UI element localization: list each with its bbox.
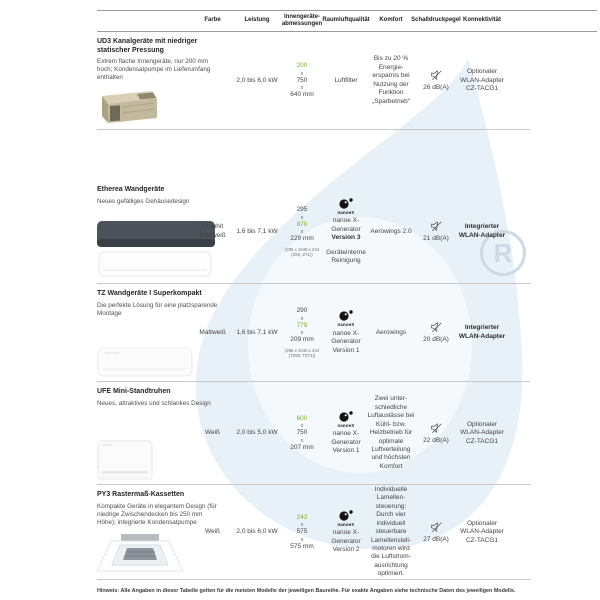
dim-separator: x [300,330,304,337]
schalldruck-cell [415,32,457,130]
speaker-mute-icon [430,521,443,534]
dim-width: 779 [296,321,308,329]
konnekt-value: Optionaler WLAN-Adapter CZ-TACG1 [460,68,504,92]
dimensions-footnote: (295 x 1048 x 244 (Z50, Z71)) [284,246,320,257]
product-image-py3-cassette [97,531,183,575]
abmessungen-cell [279,180,325,284]
raumluft-cell [325,180,367,284]
dim-depth: 209 mm [290,336,314,344]
nanoe-wordmark: nanoeX [337,322,355,328]
konnekt-value: Optionaler WLAN-Adapter CZ-TACG1 [460,420,504,445]
konnekt-value: Integrierter WLAN-Adapter [458,324,506,340]
konnektivitaet-cell [457,180,507,284]
dim-height: 600 [296,414,308,422]
leistung-value: 1,6 bis 7,1 kW [236,328,278,336]
column-header-komfort: Komfort [379,17,403,24]
komfort-cell [367,485,415,580]
leistung-cell [235,382,279,485]
dim-depth: 229 mm [290,235,314,243]
product-title: TZ Wandgeräte I Superkompakt [97,289,202,297]
dim-height: 243 [296,513,308,521]
dim-separator: x [300,437,304,444]
speaker-mute-icon [430,422,443,435]
dim-height: 200 [296,62,308,70]
product-row-ufe [97,382,597,485]
column-header-schalldruckpegel: Schalldruckpegel [411,17,461,24]
abmessungen-cell [279,382,325,485]
dim-separator: x [300,536,304,543]
raumluft-label: nanoe X-Generator [331,529,361,545]
product-info-cell [97,180,190,284]
abmessungen-cell [279,485,325,580]
raumluft-label: nanoe X-Generator [331,430,361,446]
product-row-py3 [97,485,597,580]
dim-depth: 640 mm [290,91,314,99]
product-row-ud3 [97,32,597,130]
farbe-value: Weiß [204,429,221,437]
speaker-mute-icon [430,69,443,82]
raumluft-version: Version 1 [332,346,360,354]
column-header-empty [97,14,190,28]
dim-width: 750 [296,76,308,84]
raumluft-extra: Geräteinterne Reinigung [326,248,366,265]
dim-separator: x [300,214,304,221]
komfort-cell [367,382,415,485]
product-title: Etherea Wandgeräte [97,185,165,193]
komfort-value: Aerowings 2.0 [370,227,412,235]
dim-depth: 575 mm [290,542,314,550]
konnekt-value: Integrierter WLAN-Adapter [458,223,506,239]
schall-value: 22 dB(A) [423,436,449,444]
column-header-farbe: Farbe [204,17,221,24]
product-row-tz [97,284,597,382]
column-header-raumluftqualitaet: Raumluftqualität [322,17,370,24]
speaker-mute-icon [430,321,443,334]
product-row-etherea [97,130,597,284]
konnektivitaet-cell [457,284,507,382]
schall-value: 21 dB(A) [423,235,449,243]
raumluft-label: nanoe X-Generator [331,329,361,346]
konnekt-value: Optionaler WLAN-Adapter CZ-TACG1 [460,519,504,544]
nanoe-x-icon [338,510,354,521]
product-comparison-table [97,10,597,595]
farbe-cell [190,180,235,284]
table-header [97,10,597,32]
product-description: Neues gefälliges Gehäusedesign [97,197,190,205]
dim-separator: x [300,229,304,236]
leistung-cell [235,485,279,580]
schalldruck-cell [415,485,457,580]
column-header-konnektivitaet: Konnektivität [462,17,501,24]
schalldruck-cell [415,180,457,284]
schall-value: 20 dB(A) [423,336,449,344]
product-image-ufe-floor-console [97,440,153,480]
speaker-mute-icon [430,220,443,233]
product-info-cell [97,32,211,130]
komfort-cell [367,284,415,382]
farbe-value: Graphit [201,223,224,231]
farbe-value: Weiß [204,528,221,536]
dim-separator: x [300,522,304,529]
raumluft-label: nanoe X-Generator [331,217,361,233]
dim-separator: x [300,70,304,77]
farbe-cell [190,32,235,130]
product-image-tz-wall-unit [97,347,193,377]
nanoe-wordmark: nanoeX [337,209,355,215]
leistung-value: 2,0 bis 5,0 kW [236,429,278,437]
farbe-cell [190,382,235,485]
leistung-cell [235,284,279,382]
dim-depth: 207 mm [290,443,314,451]
column-header-leistung: Leistung [244,17,270,24]
column-header-abmessungen: Innengeräte-abmessungen [281,14,323,27]
nanoe-wordmark: nanoeX [337,422,355,428]
leistung-cell [235,32,279,130]
product-info-cell [97,382,211,485]
leistung-value: 2,0 bis 6,0 kW [236,528,278,536]
komfort-value: Aerowings [375,328,407,336]
konnektivitaet-cell [457,32,507,130]
raumluft-version: Version 2 [332,546,360,554]
abmessungen-cell [279,32,325,130]
raumluft-cell [325,485,367,580]
dim-width: 870 [296,220,308,228]
farbe-value: Mattweiß [199,328,226,336]
dim-height: 290 [296,307,308,315]
schalldruck-cell [415,284,457,382]
raumluft-version: Version 3 [331,234,361,242]
nanoe-x-icon [338,310,354,321]
komfort-value: Individuelle Lamellensteuerung: Durch vier individuell steuerbare Lamellenstellmotoren wird die Luftstromausrichtung optimiert. [370,485,412,578]
farbe-cell [190,485,235,580]
leistung-cell [235,180,279,284]
footnote: Hinweis: Alle Angaben in dieser Tabelle gelten für die meisten Modelle der jeweiligen Baureihe. Für exakte Angaben siehe technische Daten des jeweiligen Modells. [97,587,516,594]
schall-value: 27 dB(A) [423,535,449,543]
dim-separator: x [300,85,304,91]
product-title: UFE Mini-Standtruhen [97,387,171,395]
schalldruck-cell [415,382,457,485]
dim-width: 750 [296,429,308,437]
product-title: PY3 Rastermaß-Kassetten [97,490,185,498]
komfort-value: Zwei unterschiedliche Luftauslässe bei Kühl- bzw. Heizbetrieb für optimale Luftverteilung und höchsten Komfort [367,395,415,470]
abmessungen-cell [279,284,325,382]
schall-value: 26 dB(A) [423,84,449,92]
product-image-ud3-duct-unit [97,89,159,125]
dim-separator: x [300,315,304,322]
nanoe-x-icon [338,411,354,422]
komfort-cell [367,32,415,130]
dim-separator: x [300,423,304,430]
dim-height: 295 [296,206,308,214]
product-description: Die perfekte Lösung für eine platzsparende Montage [97,301,218,317]
komfort-value: Bis zu 20 % Energieersparnis bei Nutzung der Funktion „Sparbetrieb“ [372,55,410,105]
konnektivitaet-cell [457,382,507,485]
product-description: Extrem flache Innengeräte, nur 200 mm hoch; Kondensatpumpe im Lieferumfang enthalten [97,58,211,82]
nanoe-wordmark: nanoeX [337,521,355,527]
product-description: Kompakte Geräte in elegantem Design (für niedrige Zwischendecken bis 250 mm Höhe); integrierte Kondensatpumpe [97,502,217,526]
raumluft-cell [325,32,367,130]
leistung-value: 2,0 bis 6,0 kW [236,76,278,84]
registered-letter: R [493,237,513,268]
farbe-value: Mattweiß [199,231,226,239]
raumluft-cell [325,284,367,382]
dim-width: 575 [296,528,308,536]
farbe-cell [190,284,235,382]
komfort-cell [367,180,415,284]
product-description: Neues, attraktives und schlankes Design [97,399,211,407]
raumluft-version: Version 1 [332,447,360,455]
raumluft-value: Luftfilter [334,76,358,84]
dimensions-footnote: (295 x 1040 x 244 (TZ50, TZ71)) [284,347,320,358]
raumluft-cell [325,382,367,485]
konnektivitaet-cell [457,485,507,580]
nanoe-x-icon [338,198,354,209]
product-title: UD3 Kanalgeräte mit niedriger statischer Pressung [97,37,198,54]
leistung-value: 1,6 bis 7,1 kW [236,227,278,235]
